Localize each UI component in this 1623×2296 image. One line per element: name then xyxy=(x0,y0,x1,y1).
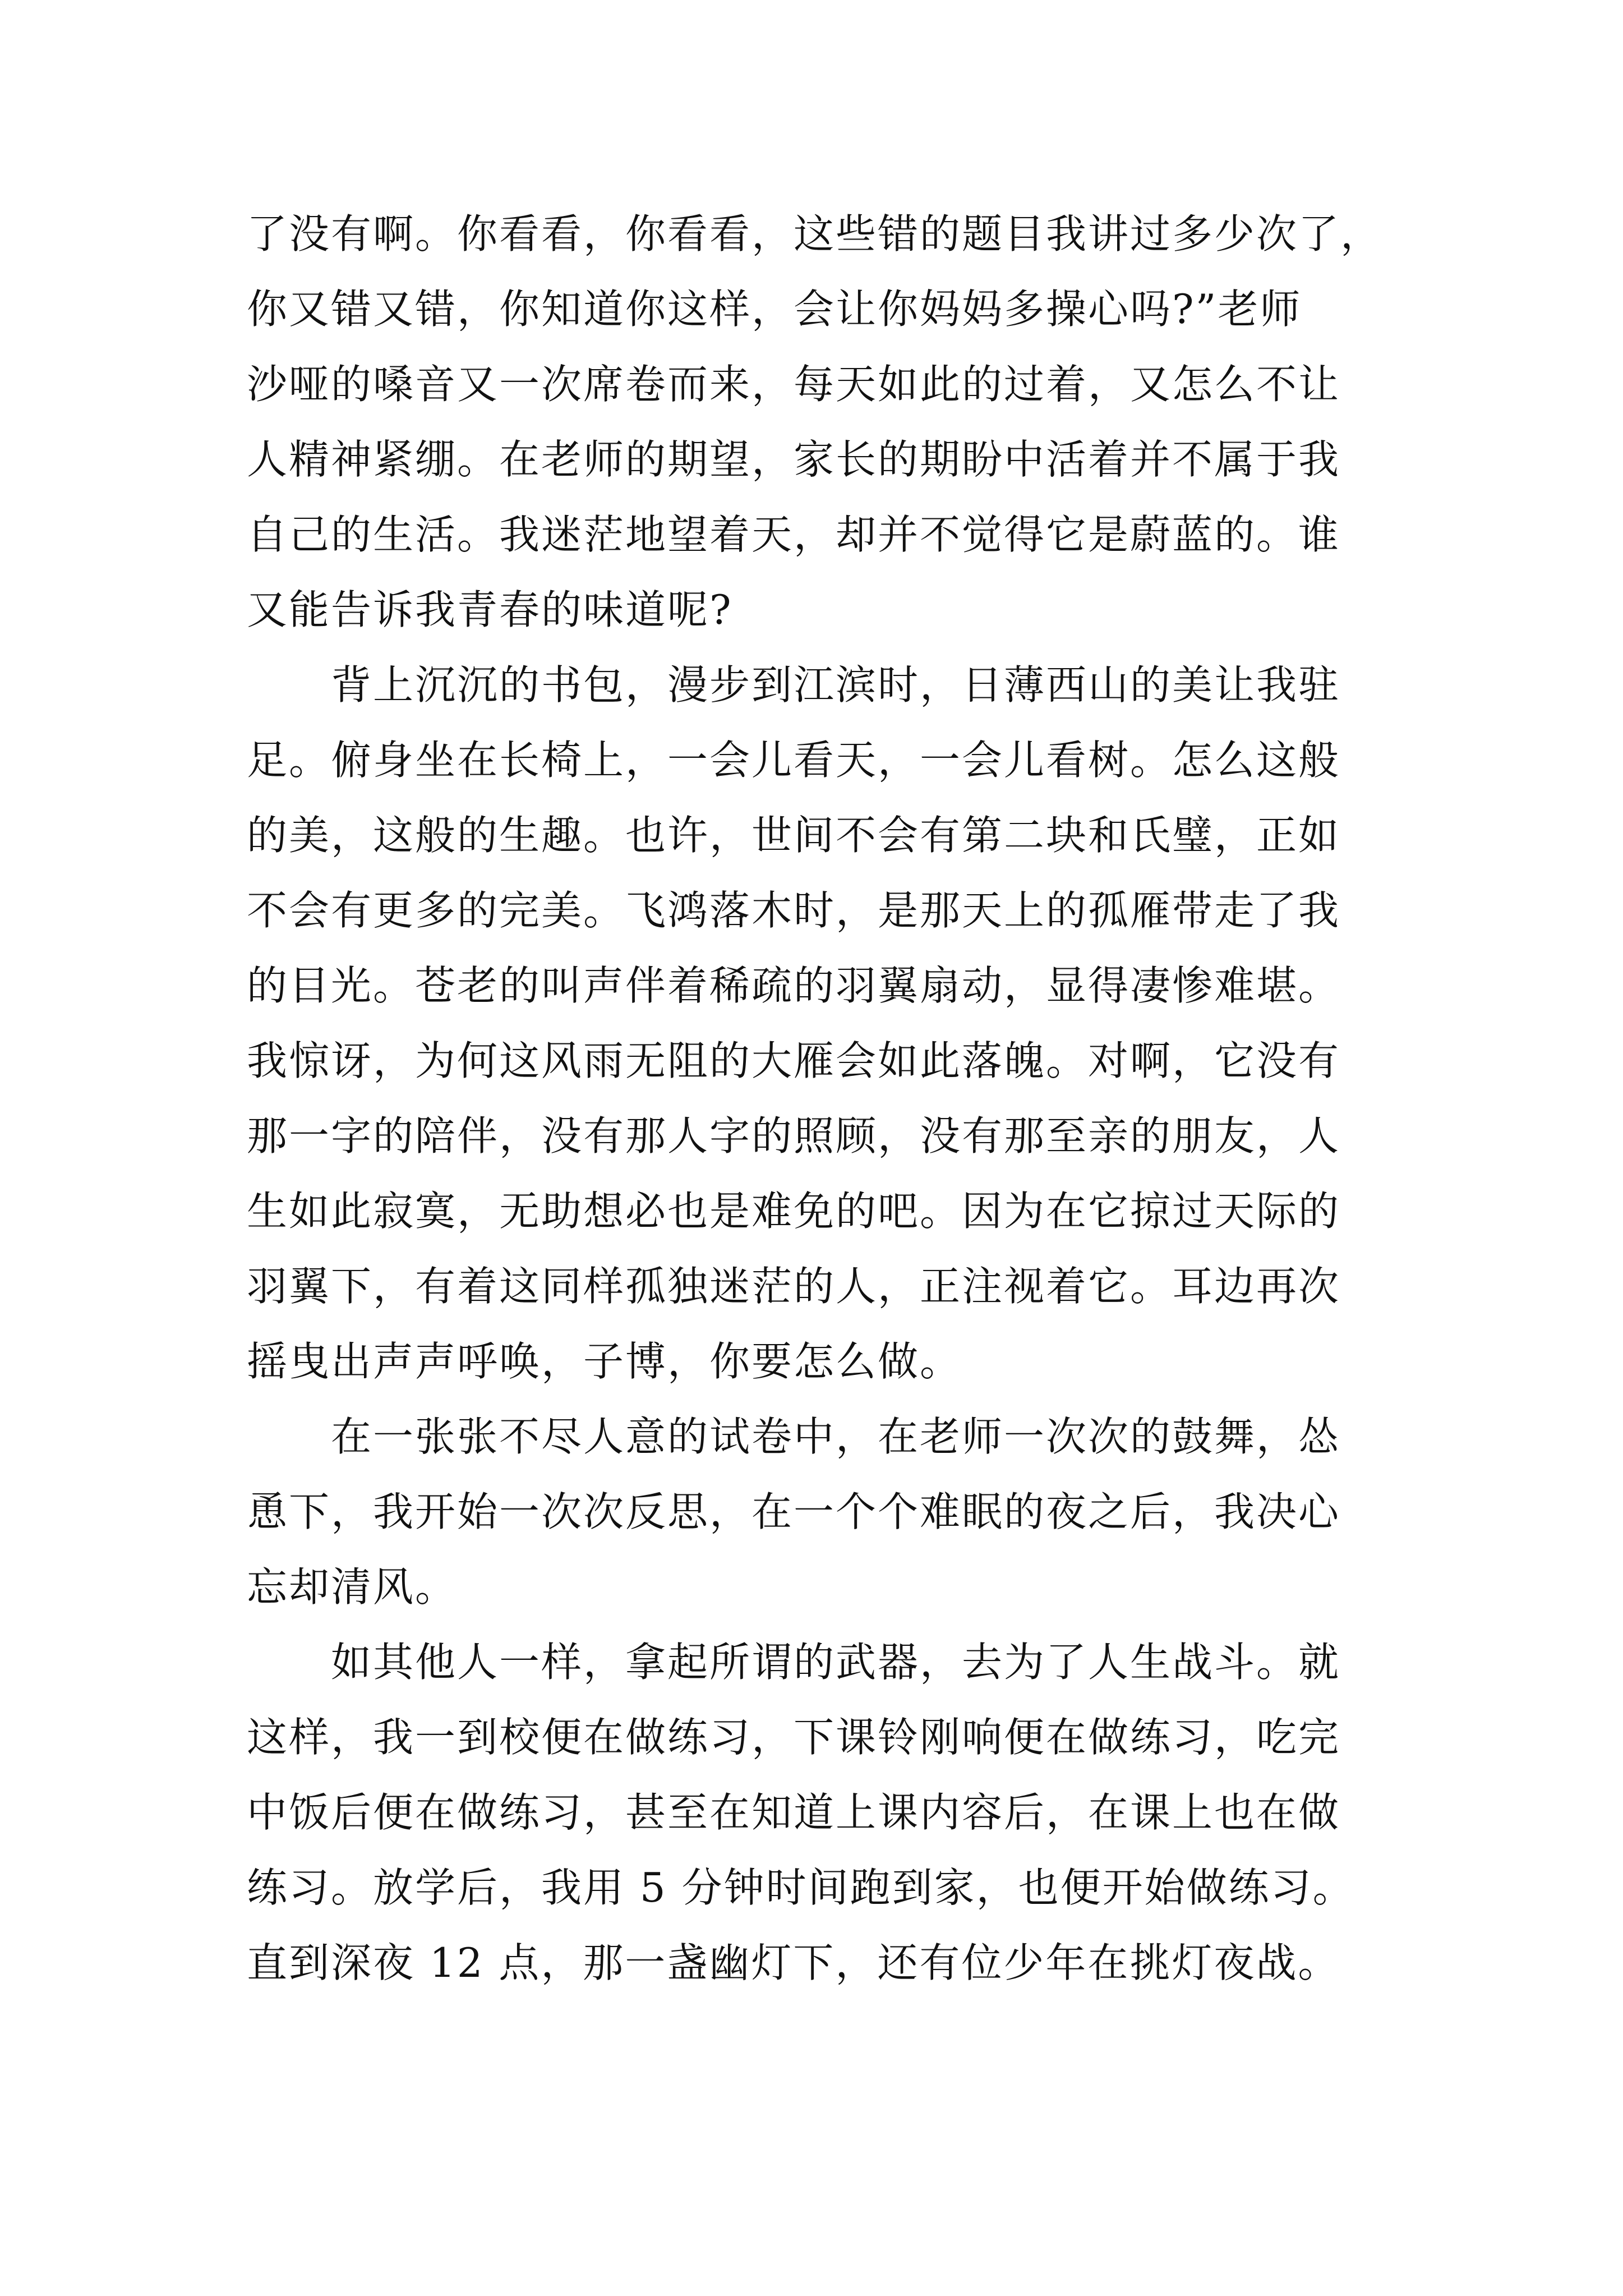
paragraph-first-line: 在一张张不尽人意的试卷中，在老师一次次的鼓舞，怂 xyxy=(331,1413,1341,1460)
text-line: 了没有啊。你看看，你看看，这些错的题目我讲过多少次了， xyxy=(247,210,1383,257)
text-line: 直到深夜 12 点，那一盏幽灯下，还有位少年在挑灯夜战。 xyxy=(247,1939,1340,1986)
text-line: 这样，我一到校便在做练习，下课铃刚响便在做练习，吃完 xyxy=(247,1714,1341,1761)
text-line: 足。俯身坐在长椅上，一会儿看天，一会儿看树。怎么这般 xyxy=(247,737,1341,784)
paragraph-first-line: 背上沉沉的书包，漫步到江滨时，日薄西山的美让我驻 xyxy=(331,661,1341,708)
text-line: 练习。放学后，我用 5 分钟时间跑到家，也便开始做练习。 xyxy=(247,1864,1355,1911)
text-line: 的目光。苍老的叫声伴着稀疏的羽翼扇动，显得凄惨难堪。 xyxy=(247,962,1341,1009)
text-line: 生如此寂寞，无助想必也是难免的吧。因为在它掠过天际的 xyxy=(247,1188,1341,1235)
text-line: 沙哑的嗓音又一次席卷而来，每天如此的过着，又怎么不让 xyxy=(247,361,1341,408)
text-line: 自己的生活。我迷茫地望着天，却并不觉得它是蔚蓝的。谁 xyxy=(247,511,1341,558)
text-line: 那一字的陪伴，没有那人字的照顾，没有那至亲的朋友，人 xyxy=(247,1112,1341,1159)
text-line: 恿下，我开始一次次反思，在一个个难眠的夜之后，我决心 xyxy=(247,1488,1341,1535)
text-line: 不会有更多的完美。飞鸿落木时，是那天上的孤雁带走了我 xyxy=(247,887,1341,934)
body-text xyxy=(247,196,1396,2000)
text-line: 我惊讶，为何这风雨无阻的大雁会如此落魄。对啊，它没有 xyxy=(247,1037,1341,1084)
text-line: 摇曳出声声呼唤，子博，你要怎么做。 xyxy=(247,1338,962,1385)
text-line: 你又错又错，你知道你这样，会让你妈妈多操心吗?”老师 xyxy=(247,286,1302,333)
paragraph-first-line: 如其他人一样，拿起所谓的武器，去为了人生战斗。就 xyxy=(331,1639,1341,1686)
text-line: 又能告诉我青春的味道呢? xyxy=(247,586,733,633)
text-line: 中饭后便在做练习，甚至在知道上课内容后，在课上也在做 xyxy=(247,1789,1341,1836)
text-line: 人精神紧绷。在老师的期望，家长的期盼中活着并不属于我 xyxy=(247,436,1341,483)
text-line: 的美，这般的生趣。也许，世间不会有第二块和氏璧，正如 xyxy=(247,812,1341,859)
text-line: 羽翼下，有着这同样孤独迷茫的人，正注视着它。耳边再次 xyxy=(247,1263,1341,1310)
text-line: 忘却清风。 xyxy=(247,1563,458,1611)
